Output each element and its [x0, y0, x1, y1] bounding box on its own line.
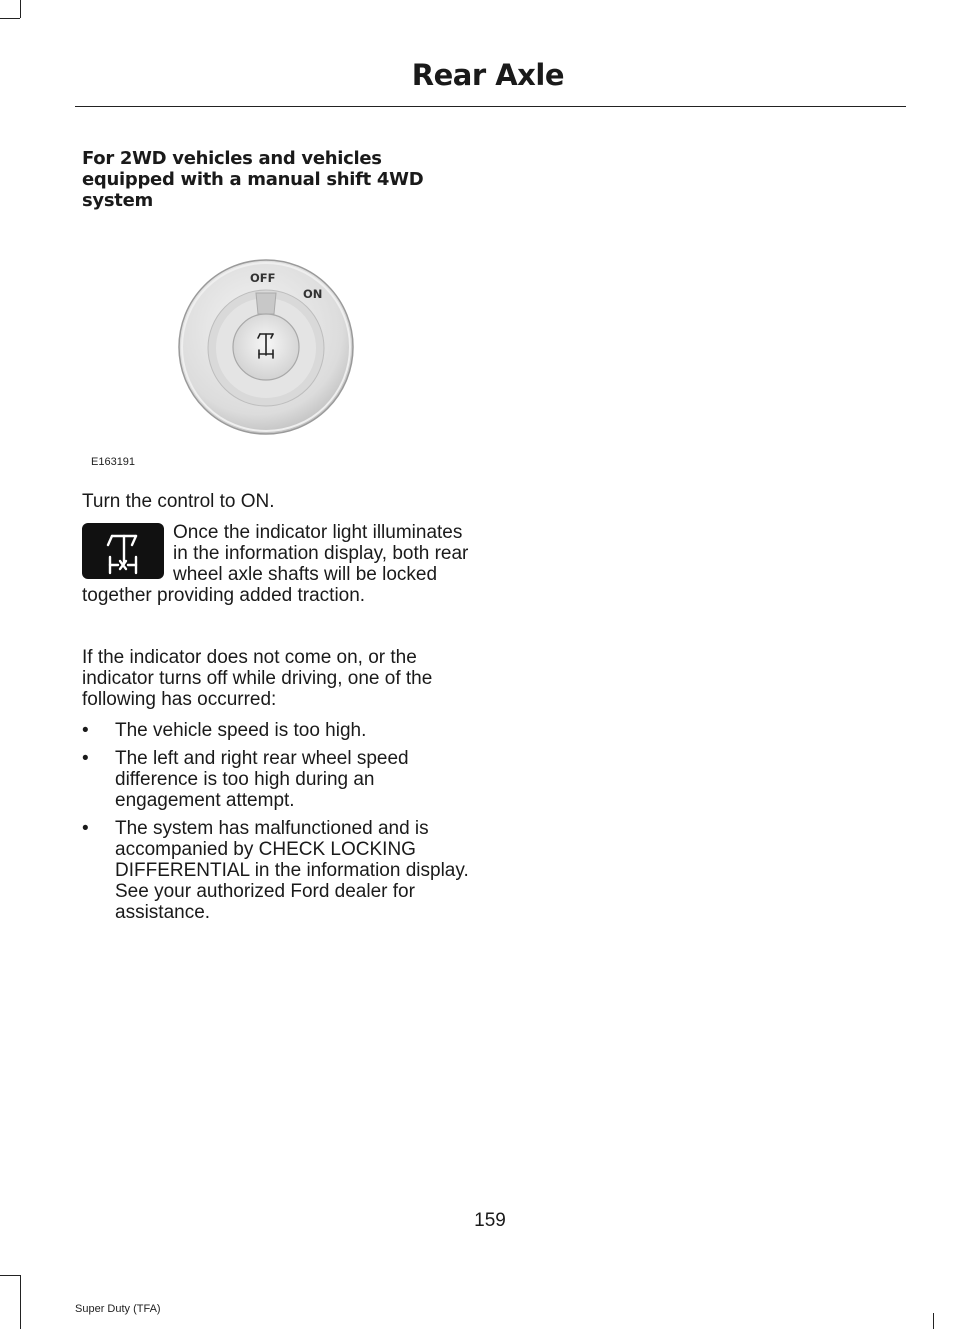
list-item-text: The vehicle speed is too high. — [115, 720, 367, 741]
list-item-text: The left and right rear wheel speed difference is too high during an engagement attempt. — [115, 748, 409, 811]
header-divider — [75, 106, 906, 107]
list-item — [82, 748, 474, 811]
list-item — [82, 818, 474, 923]
page-number: 159 — [474, 1210, 506, 1231]
indicator-text: Once the indicator light illuminates in the information display, both rear wheel axle shafts will be locked together providing added traction. — [82, 522, 469, 606]
list-item — [82, 720, 474, 741]
rear-axle-lock-knob-icon — [177, 258, 357, 438]
locked-axle-indicator-icon — [82, 523, 164, 579]
condition-intro: If the indicator does not come on, or the indicator turns off while driving, one of the following has occurred: — [82, 647, 433, 710]
section-heading: For 2WD vehicles and vehicles equipped with a manual shift 4WD system — [82, 148, 424, 211]
document-name: Super Duty (TFA) — [75, 1303, 161, 1315]
instruction-text: Turn the control to ON. — [82, 491, 275, 512]
crop-mark — [0, 1275, 20, 1276]
bullet-glyph: • — [82, 818, 89, 839]
bullet-glyph: • — [82, 720, 89, 741]
knob-label-on: ON — [303, 287, 323, 301]
crop-mark — [933, 1313, 934, 1329]
knob-label-off: OFF — [250, 271, 276, 285]
indicator-paragraph — [82, 522, 474, 606]
crop-mark — [0, 18, 20, 19]
bullet-glyph: • — [82, 748, 89, 769]
crop-mark — [20, 0, 21, 18]
page-title: Rear Axle — [411, 58, 564, 92]
knob-figure — [82, 240, 472, 480]
crop-mark — [20, 1275, 21, 1329]
figure-code: E163191 — [91, 456, 136, 468]
condition-list — [82, 720, 474, 930]
list-item-text: The system has malfunctioned and is accompanied by CHECK LOCKING DIFFERENTIAL in the information display. See your authorized Ford dealer for assistance. — [115, 818, 469, 923]
